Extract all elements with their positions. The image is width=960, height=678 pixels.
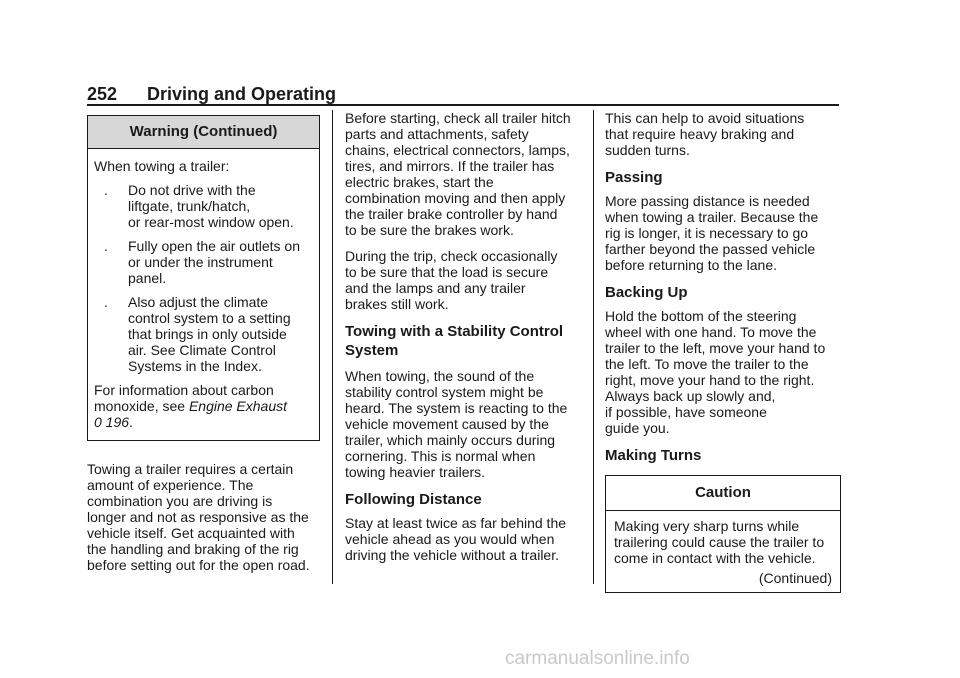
page-header	[87, 84, 336, 105]
following-distance-heading: Following Distance	[345, 491, 482, 508]
warning-intro: When towing a trailer:	[94, 158, 230, 174]
column-2	[345, 110, 581, 573]
warning-bullet: . Fully open the air outlets on or under the instrument panel.	[104, 238, 300, 286]
following-distance-paragraph: Stay at least twice as far behind the vehicle ahead as you would when driving the vehicle without a trailer.	[345, 515, 567, 563]
column-divider-1	[332, 110, 333, 584]
experience-paragraph: Towing a trailer requires a certain amount of experience. The combination you are driving is longer and not as responsive as the vehicle itself. Get acquainted with the handling and braking of the rig before setting out for the open road.	[87, 461, 310, 573]
avoid-situations-paragraph: This can help to avoid situations that require heavy braking and sudden turns.	[605, 110, 805, 158]
bullet-icon: .	[104, 182, 108, 198]
continued-label: (Continued)	[758, 570, 832, 586]
backing-up-paragraph: Hold the bottom of the steering wheel with one hand. To move the trailer to the left, move your hand to the left. To move the trailer to the right, move your hand to the right. Always back up slowly and, if possible, have someone guide you.	[605, 308, 826, 436]
stability-control-paragraph: When towing, the sound of the stability control system might be heard. The system is reacting to the vehicle movement caused by the trailer, which mainly occurs during cornering. This is normal when towing heavier trailers.	[345, 368, 568, 480]
caution-box	[605, 475, 841, 593]
bullet-icon: .	[104, 294, 108, 310]
section-title: Driving and Operating	[147, 84, 337, 104]
column-3	[605, 110, 841, 593]
column-1	[87, 115, 320, 583]
page-number: 252	[87, 84, 118, 104]
caution-title: Caution	[606, 476, 840, 511]
warning-box	[87, 115, 320, 441]
bullet-icon: .	[104, 238, 108, 254]
warning-bullet: . Also adjust the climate control system to a setting that brings in only outside air. See Climate Control Systems in the Index.	[104, 294, 291, 374]
backing-up-heading: Backing Up	[605, 284, 688, 301]
hitch-check-paragraph: Before starting, check all trailer hitch parts and attachments, safety chains, electrical connectors, lamps, tires, and mirrors. If the trailer has electric brakes, start the combination moving and then apply the trailer brake controller by hand to be sure the brakes work.	[345, 110, 571, 238]
trip-check-paragraph: During the trip, check occasionally to be sure that the load is secure and the lamps and any trailer brakes still work.	[345, 248, 558, 312]
warning-info: For information about carbon monoxide, see Engine Exhaust 0 196.	[94, 382, 288, 430]
header-rule	[87, 104, 839, 106]
making-turns-heading: Making Turns	[605, 447, 702, 464]
passing-paragraph: More passing distance is needed when towing a trailer. Because the rig is longer, it is necessary to go farther beyond the passed vehicle before returning to the lane.	[605, 193, 819, 273]
stability-control-heading: Towing with a Stability Control System	[345, 323, 564, 359]
page-reference-link[interactable]: 0 196	[94, 414, 130, 430]
engine-exhaust-link[interactable]: Engine Exhaust	[188, 398, 288, 414]
warning-bullet: . Do not drive with the liftgate, trunk/hatch, or rear-most window open.	[104, 182, 294, 230]
passing-heading: Passing	[605, 169, 663, 186]
warning-title: Warning (Continued)	[88, 116, 319, 149]
watermark: carmanualsonline.info	[505, 648, 690, 669]
column-divider-2	[593, 110, 594, 584]
warning-body	[88, 149, 319, 440]
caution-body: Making very sharp turns while trailering could cause the trailer to come in contact with the vehicle. (Continued)	[614, 518, 832, 586]
